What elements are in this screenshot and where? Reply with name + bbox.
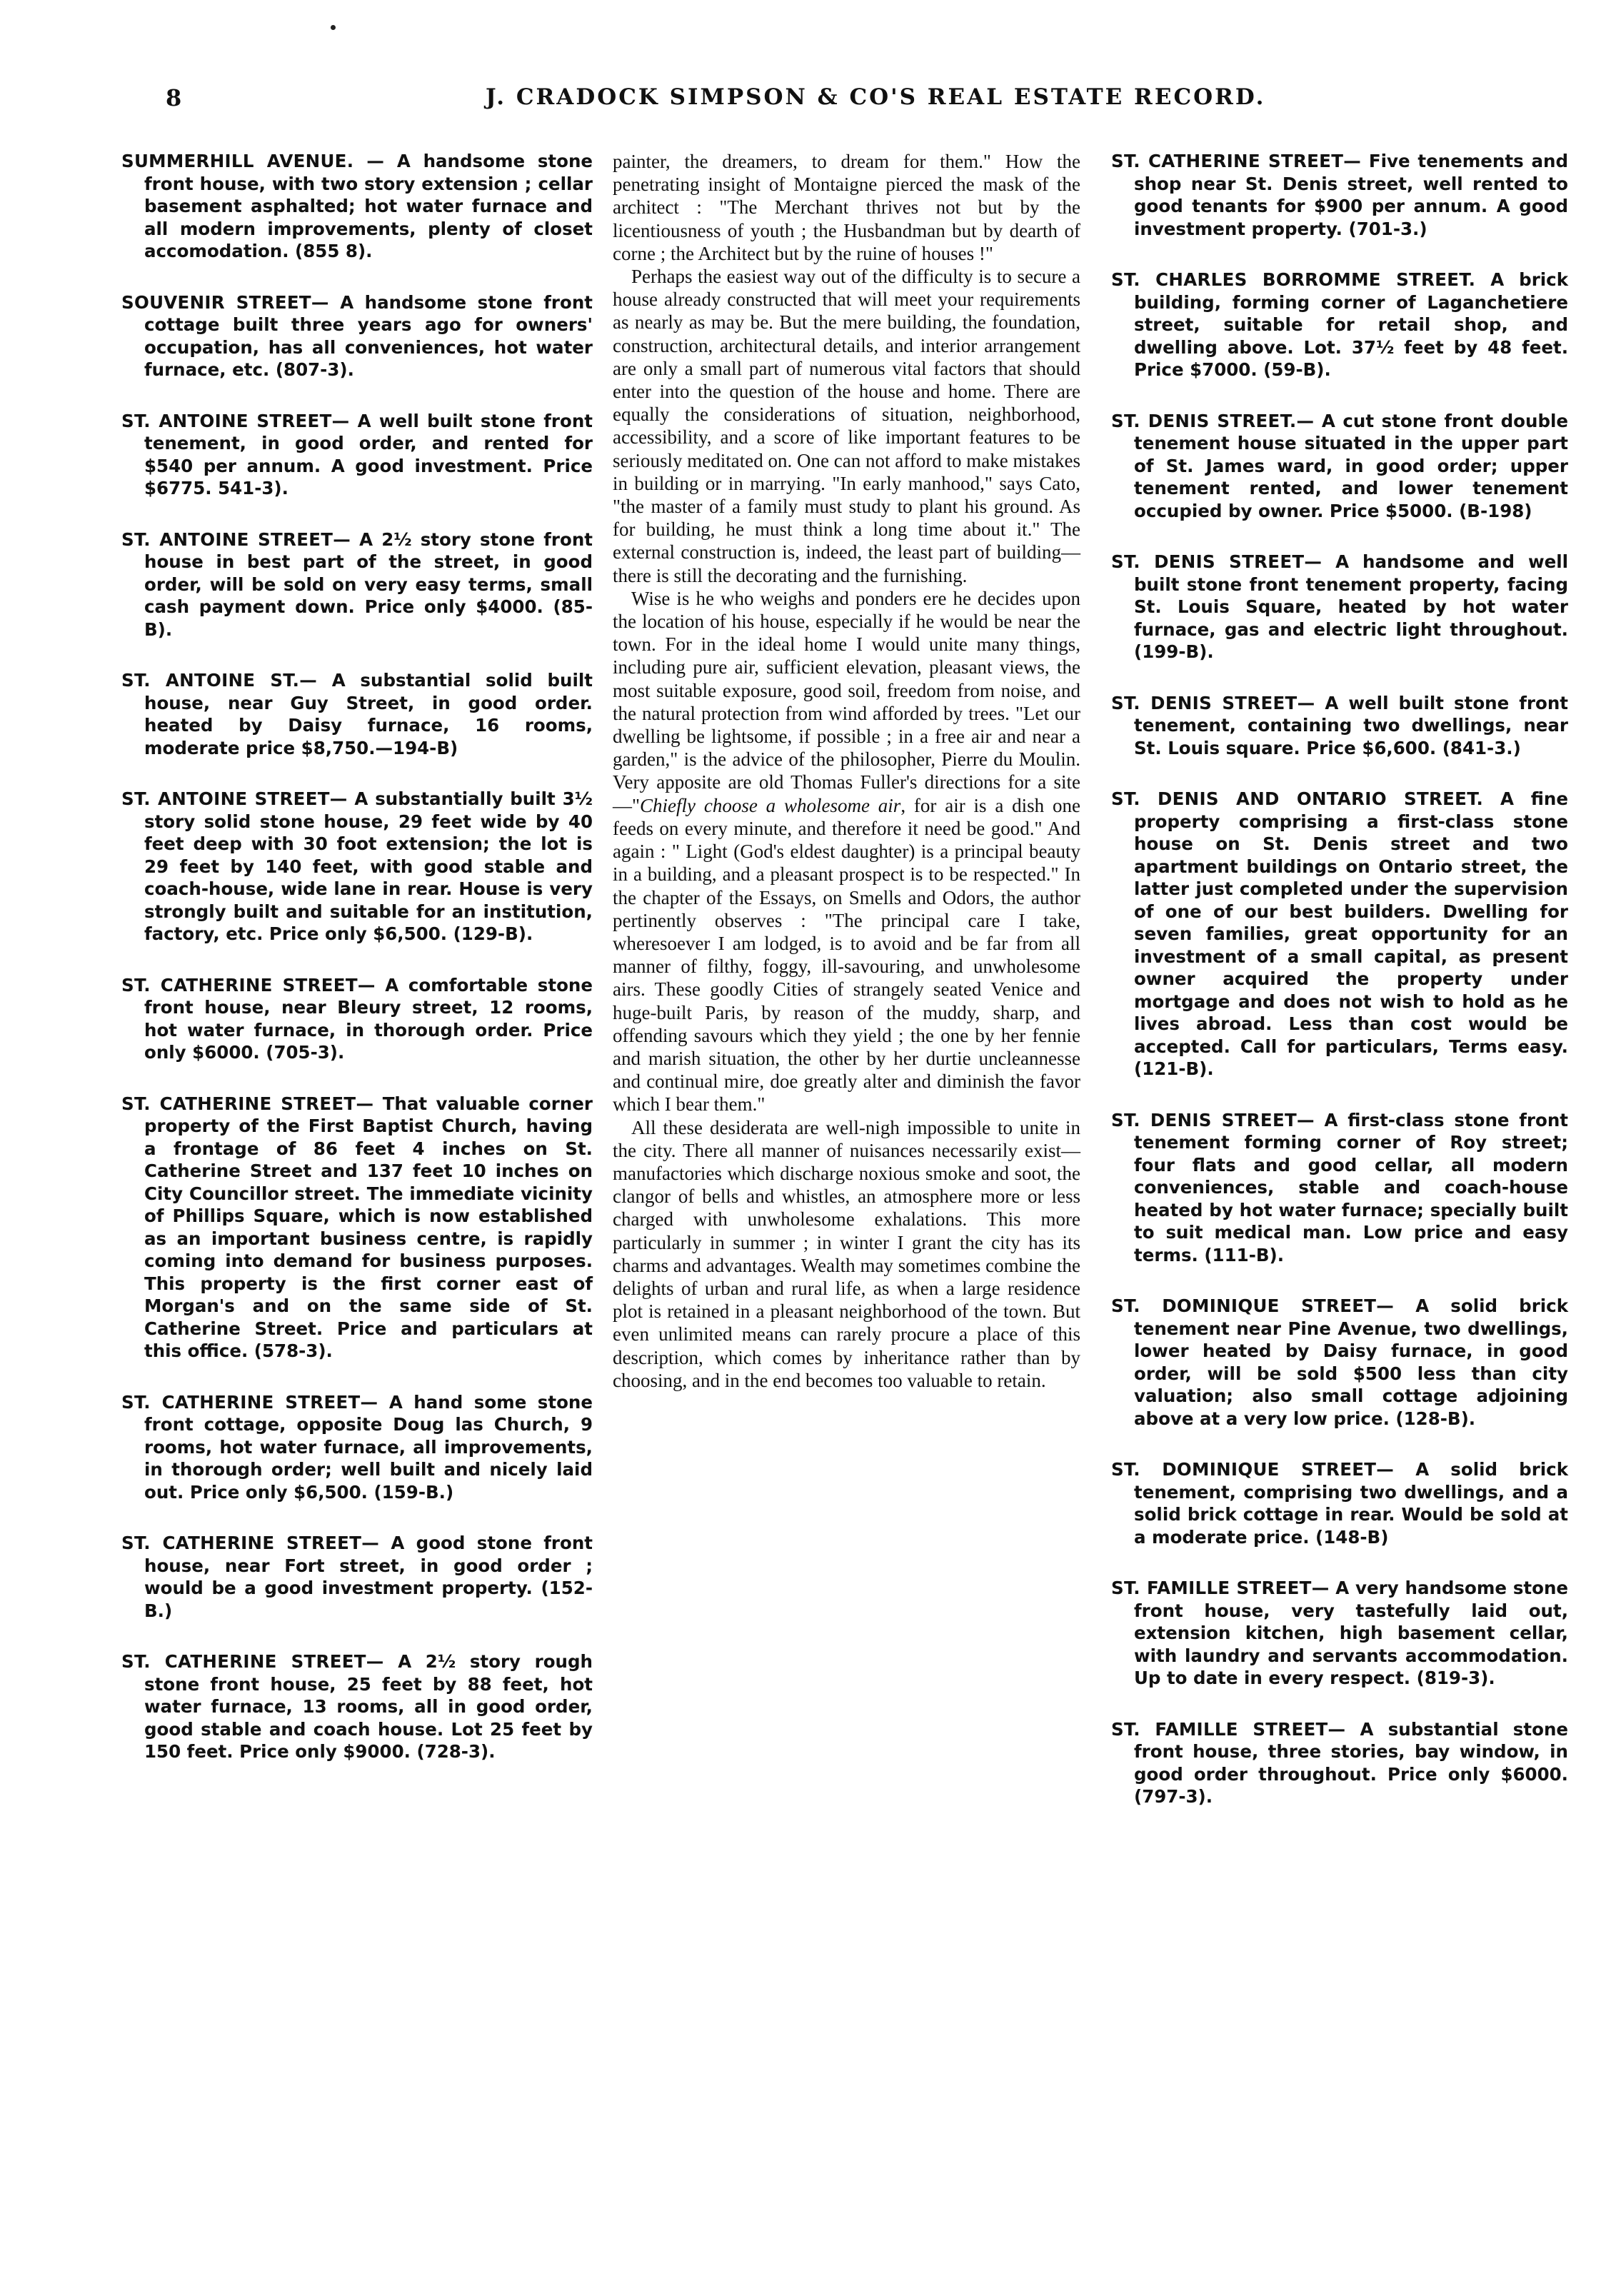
- listing-heading: ST. DENIS STREET—: [1111, 551, 1323, 572]
- listing-description: A comfortable stone front house, near Bleury street, 12 rooms, hot water furnace, in thorough order. Price only $6000. (705-3).: [144, 974, 593, 1063]
- print-speck: [331, 25, 336, 30]
- listing-description: A good stone front house, near Fort street, in good order ; would be a good investment property. (152-B.): [144, 1533, 593, 1621]
- right-column: [1111, 150, 1568, 1837]
- listing-heading: ST. ANTOINE STREET—: [121, 410, 350, 431]
- listing-heading: ST. CATHERINE STREET—: [1111, 151, 1362, 171]
- listing-heading: ST. CATHERINE STREET—: [121, 974, 376, 996]
- listing-heading: ST. ANTOINE STREET—: [121, 528, 351, 550]
- paragraph-text: All these desiderata are well-nigh impossible to unite in the city. There all manner of nuisances necessarily exist—manufactories which discharge noxious smoke and soot, the clangor of bells and whistles, an atmosphere more or less charged with unwholesome exhalations. This more particularly in summer ; in winter I grant the city has its charms and advantages. Wealth may sometimes combine the delights of urban and rural life, as when a large residence plot is retained in a pleasant neighborhood of the town. But even unlimited means can rarely procure a place of this description, which comes by inheritance rather than by choosing, and in the end becomes too valuable to retain.: [613, 1116, 1080, 1391]
- listing-description: Five tenements and shop near St. Denis street, well rented to good tenants for $900 per annum. A good investment property. (701-3.): [1134, 151, 1568, 239]
- property-listing: [1111, 410, 1568, 523]
- property-listing: [121, 1093, 593, 1363]
- listing-description: A hand some stone front cottage, opposite Doug las Church, 9 rooms, hot water furnace, all improvements, in thorough order; well built and nicely laid out. Price only $6,500. (159-B.): [144, 1391, 593, 1503]
- property-listing: [1111, 551, 1568, 663]
- listing-description: A well built stone front tenement, containing two dwellings, near St. Louis square. Price $6,600. (841-3.): [1134, 692, 1568, 758]
- essay-paragraph: [613, 265, 1080, 587]
- page-header: [0, 84, 1616, 127]
- listing-heading: ST. CATHERINE STREET—: [121, 1093, 374, 1114]
- listing-heading: SOUVENIR STREET—: [121, 291, 329, 313]
- listing-heading: ST. ANTOINE ST.—: [121, 670, 318, 691]
- middle-column: [613, 150, 1080, 1392]
- left-column: [121, 150, 593, 1792]
- listing-heading: SUMMERHILL AVENUE. —: [121, 151, 385, 171]
- property-listing: [121, 528, 593, 641]
- listing-heading: ST. ANTOINE STREET—: [121, 788, 348, 809]
- listing-description: A substantial solid built house, near Guy Street, in good order. heated by Daisy furnace, 16 rooms, moderate price $8,750.—194-B): [144, 670, 593, 758]
- italic-quote: Chiefly choose a wholesome air: [640, 794, 901, 816]
- listing-description: A fine property comprising a first-class stone house on St. Denis street and two apartment buildings on Ontario street, the latter just completed under the supervision of one of our best builders. Dwelling for seven families, great opportunity for an investment of a small capital, as present owner acquired the property under mortgage and does not wish to hold as he lives abroad. Less than cost would be accepted. Call for particulars, Terms easy. (121-B).: [1134, 788, 1568, 1079]
- property-listing: [1111, 692, 1568, 760]
- paragraph-text: Perhaps the easiest way out of the difficulty is to secure a house already constructed that will meet your requirements as nearly as may be. But the mere building, the foundation, construction, architectural details, and interior arrangement are only a small part of numerous vital factors that should enter into the question of the house and home. There are equally the considerations of situation, neighborhood, accessibility, and a score of like important features to be seriously meditated on. One can not afford to make mistakes in building or in marrying. "In early manhood," says Cato, "the master of a family must study to plant his ground. As for building, he must think a long time about it." The external construction is, indeed, the least part of building—there is still the decorating and the furnishing.: [613, 266, 1080, 586]
- property-listing: [1111, 788, 1568, 1081]
- listing-heading: ST. CHARLES BORROMME STREET.: [1111, 269, 1476, 290]
- paragraph-text: Wise is he who weighs and ponders ere he decides upon the location of his house, especially if he would be near the town. For in the ideal home I would unite many things, including pure air, sufficient elevation, pleasant views, the most suitable exposure, good soil, freedom from noise, and the natural protection from wind afforded by trees. "Let our dwelling be lightsome, if possible ; in a free air and near a garden," is the advice of the philosopher, Pierre du Moulin. Very apposite are old Thomas Fuller's directions for a site—": [613, 587, 1080, 816]
- property-listing: [121, 669, 593, 759]
- page-number: 8: [166, 84, 182, 111]
- listing-description: A handsome stone front house, with two story extension ; cellar basement asphalted; hot water furnace and all modern improvements, plenty of closet accomodation. (855 8).: [144, 151, 593, 261]
- property-listing: [1111, 1109, 1568, 1267]
- listing-heading: ST. DENIS STREET.—: [1111, 410, 1315, 431]
- essay-paragraph: [613, 587, 1080, 1116]
- listing-description: A substantially built 3½ story solid stone house, 29 feet wide by 40 feet deep with 30 foot extension; the lot is 29 feet by 140 feet, with good stable and coach-house, wide lane in rear. House is very strongly built and suitable for an institution, factory, etc. Price only $6,500. (129-B).: [144, 788, 593, 944]
- listing-heading: ST. CATHERINE STREET—: [121, 1391, 378, 1413]
- listing-heading: ST. DENIS STREET—: [1111, 1109, 1315, 1131]
- running-title: J. CRADOCK SIMPSON & CO'S REAL ESTATE RECORD.: [486, 84, 1266, 110]
- listing-description: A very handsome stone front house, very tastefully laid out, extension kitchen, high basement cellar, with laundry and servants accommodation. Up to date in every respect. (819-3).: [1134, 1578, 1569, 1688]
- listing-description: A cut stone front double tenement house situated in the upper part of St. James ward, in good order; upper tenement rented, and lower tenement occupied by owner. Price $5000. (B-198): [1134, 410, 1568, 521]
- property-listing: [121, 410, 593, 500]
- property-listing: [121, 1532, 593, 1622]
- property-listing: [121, 1391, 593, 1504]
- listing-heading: ST. DOMINIQUE STREET—: [1111, 1295, 1395, 1316]
- essay-paragraph: [613, 1116, 1080, 1392]
- property-listing: [1111, 1577, 1568, 1690]
- property-listing: [121, 788, 593, 946]
- listing-heading: ST. FAMILLE STREET—: [1111, 1718, 1346, 1740]
- listing-description: A substantial stone front house, three stories, bay window, in good order throughout. Price only $6000. (797-3).: [1134, 1718, 1568, 1807]
- listing-description: A brick building, forming corner of Laganchetiere street, suitable for retail shop, and dwelling above. Lot. 37½ feet by 48 feet. Price $7000. (59-B).: [1134, 269, 1568, 380]
- paragraph-text-continued: , for air is a dish one feeds on every minute, and therefore it need be good." And again : " Light (God's eldest daughter) is a principal beauty in a building, and a pleasant prospect is to be respected." In the chapter of the Essays, on Smells and Odors, the author pertinently observes : "The principal care I take, wheresoever I am lodged, is to avoid and be far from all manner of filthy, foggy, ill-savouring, and unwholesome airs. These goodly Cities of strangely seated Venice and huge-built Paris, by reason of the muddy, sharp, and offending savours which they yield ; the one by her fennie and marish situation, the other by her durtie uncleannesse and continual mire, doe greatly alter and diminish the favor which I bear them.": [613, 794, 1080, 1116]
- listing-description: A first-class stone front tenement forming corner of Roy street; four flats and good cellar, all modern conveniences, stable and coach-house heated by hot water furnace; specially built to suit medical man. Low price and easy terms. (111-B).: [1134, 1109, 1568, 1265]
- listing-heading: ST. DENIS STREET—: [1111, 692, 1315, 713]
- listing-description: A 2½ story rough stone front house, 25 feet by 88 feet, hot water furnace, 13 rooms, all in good order, good stable and coach house. Lot 25 feet by 150 feet. Price only $9000. (728-3).: [144, 1651, 593, 1762]
- listing-heading: ST. FAMILLE STREET—: [1111, 1578, 1330, 1598]
- property-listing: [121, 291, 593, 381]
- listing-heading: ST. CATHERINE STREET—: [121, 1533, 380, 1553]
- paragraph-text: painter, the dreamers, to dream for them." How the penetrating insight of Montaigne pierced the mask of the architect : "The Merchant thrives not but by the licentiousness of youth ; the Husbandman but by dearth of corne ; the Architect but by the ruine of houses !": [613, 151, 1080, 264]
- listing-description: A handsome stone front cottage built three years ago for owners' occupation, has all conveniences, hot water furnace, etc. (807-3).: [144, 291, 593, 380]
- property-listing: [1111, 1295, 1568, 1430]
- property-listing: [1111, 1718, 1568, 1808]
- essay-paragraph: [613, 150, 1080, 265]
- listing-description: A well built stone front tenement, in good order, and rented for $540 per annum. A good investment. Price $6775. 541-3).: [144, 410, 593, 498]
- property-listing: [121, 974, 593, 1064]
- listing-heading: ST. CATHERINE STREET—: [121, 1651, 384, 1672]
- property-listing: [121, 150, 593, 263]
- listing-description: That valuable corner property of the First Baptist Church, having a frontage of 86 feet 4 inches on St. Catherine Street and 137 feet 10 inches on City Councillor street. The immediate vicinity of Phillips Square, which is now established as an important business centre, is rapidly coming into demand for business purposes. This property is the first corner east of Morgan's and on the same side of St. Catherine Street. Price and particulars at this office. (578-3).: [144, 1093, 593, 1361]
- property-listing: [1111, 269, 1568, 381]
- listing-heading: ST. DENIS AND ONTARIO STREET.: [1111, 788, 1484, 809]
- listing-description: A handsome and well built stone front tenement property, facing St. Louis Square, heated by hot water furnace, gas and electric light throughout. (199-B).: [1134, 551, 1568, 662]
- listing-heading: ST. DOMINIQUE STREET—: [1111, 1459, 1395, 1480]
- listing-description: A solid brick tenement, comprising two dwellings, and a solid brick cottage in rear. Would be sold at a moderate price. (148-B): [1134, 1459, 1569, 1548]
- listing-description: A 2½ story stone front house in best part of the street, in good order, will be sold on very easy terms, small cash payment down. Price only $4000. (85-B).: [144, 528, 593, 640]
- property-listing: [121, 1650, 593, 1763]
- property-listing: [1111, 150, 1568, 240]
- listing-description: A solid brick tenement near Pine Avenue, two dwellings, lower heated by Daisy furnace, in good order, will be sold $500 less than city valuation; also small cottage adjoining above at a very low price. (128-B).: [1134, 1295, 1569, 1429]
- property-listing: [1111, 1458, 1568, 1548]
